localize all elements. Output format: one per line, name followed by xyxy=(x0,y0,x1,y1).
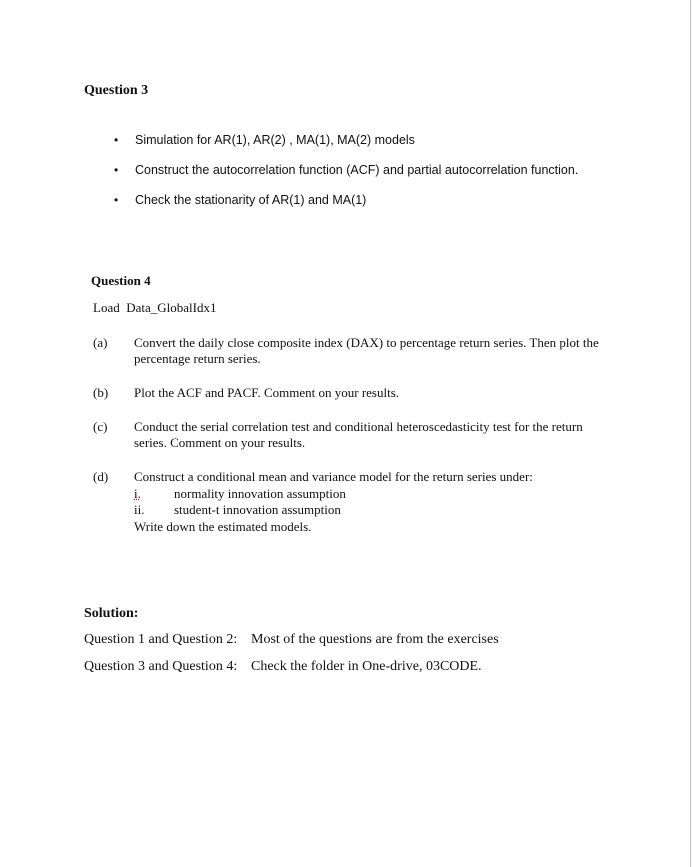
solution-row-label: Question 1 and Question 2: xyxy=(84,632,238,647)
part-b-label: (b) xyxy=(93,385,109,400)
solution-title: Solution: xyxy=(84,606,139,621)
solution-row-text: Most of the questions are from the exercises xyxy=(251,632,499,647)
part-d-closing: Write down the estimated models. xyxy=(134,519,312,534)
subitem-text: normality innovation assumption xyxy=(174,486,346,501)
part-a-label: (a) xyxy=(93,335,108,350)
subitem-text: student-t innovation assumption xyxy=(174,502,341,517)
question-4-load-instruction: Load Data_GlobalIdx1 xyxy=(93,300,217,315)
part-b-text: Plot the ACF and PACF. Comment on your results. xyxy=(134,385,400,400)
part-d-text: Construct a conditional mean and variance model for the return series under: xyxy=(134,469,533,484)
question-3-title: Question 3 xyxy=(84,83,149,98)
solution-row xyxy=(84,632,499,648)
subitem-number: i. xyxy=(134,486,141,501)
question-3-bullet xyxy=(114,193,366,207)
bullet-icon: • xyxy=(114,163,119,177)
question-3-bullet xyxy=(114,163,578,177)
part-c-label: (c) xyxy=(93,419,108,434)
part-d-label: (d) xyxy=(93,469,109,484)
subitem-number: ii. xyxy=(134,502,145,517)
part-d-subitem xyxy=(134,502,341,518)
part-c-text: Conduct the serial correlation test and conditional heteroscedasticity test for the return series. Comment on your results. xyxy=(134,419,583,450)
solution-row-text: Check the folder in One-drive, 03CODE. xyxy=(251,659,482,674)
bullet-text: Construct the autocorrelation function (ACF) and partial autocorrelation function. xyxy=(135,163,579,177)
bullet-text: Check the stationarity of AR(1) and MA(1) xyxy=(135,193,367,207)
page-edge xyxy=(690,0,691,867)
bullet-icon: • xyxy=(114,133,119,147)
part-d-subitem xyxy=(134,486,346,502)
question-4-title: Question 4 xyxy=(91,273,151,288)
bullet-text: Simulation for AR(1), AR(2) , MA(1), MA(2) models xyxy=(135,133,415,147)
bullet-icon: • xyxy=(114,193,119,207)
solution-row-label: Question 3 and Question 4: xyxy=(84,659,238,674)
part-a-text: Convert the daily close composite index (DAX) to percentage return series. Then plot the percentage return series. xyxy=(134,335,599,366)
solution-row xyxy=(84,659,482,675)
question-3-bullet xyxy=(114,133,415,147)
